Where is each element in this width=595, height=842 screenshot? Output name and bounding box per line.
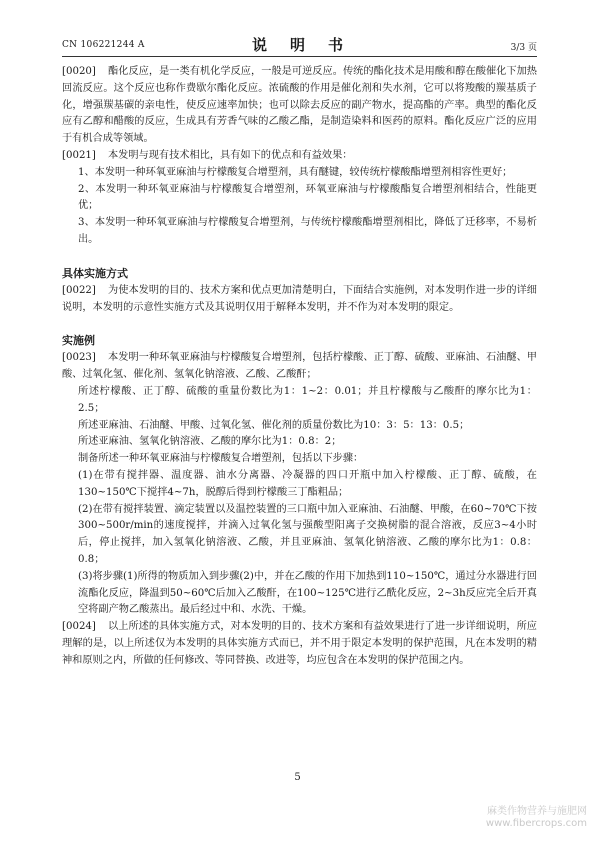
- paragraph-0020: [62, 64, 537, 148]
- section-heading-examples: 实施例: [62, 334, 95, 348]
- page-indicator: 3/3 页: [510, 43, 537, 53]
- ratio-citric-butanol: 所述柠檬酸、正丁醇、硫酸的重量份数比为1：1~2：0.01；并且柠檬酸与乙酸酐的摩尔比为1：2.5；: [78, 385, 537, 414]
- paragraph-number: [0022]: [62, 284, 96, 296]
- advantage-item-2: 2、本发明一种环氧亚麻油与柠檬酸复合增塑剂，环氧亚麻油与柠檬酸酯复合增塑剂相结合，性能更优；: [78, 183, 537, 212]
- advantage-item-1: 1、本发明一种环氧亚麻油与柠檬酸复合增塑剂，具有醚键，较传统柠檬酸酯增塑剂相容性更好；: [78, 166, 513, 178]
- document-body: [62, 64, 537, 670]
- paragraph-text: 本发明一种环氧亚麻油与柠檬酸复合增塑剂，包括柠檬酸、正丁醇、硫酸、亚麻油、石油醚、甲酸、过氧化氢、催化剂、氢氧化钠溶液、乙酸、乙酸酐；: [62, 352, 537, 381]
- paragraph-text: 以上所述的具体实施方式，对本发明的目的、技术方案和有益效果进行了进一步详细说明，所应理解的是，以上所述仅为本发明的具体实施方式而已，并不用于限定本发明的保护范围，凡在本发明的精神和原则之内，所做的任何修改、等同替换、改进等，均应包含在本发明的保护范围之内。: [62, 621, 537, 666]
- step-3: (3)将步骤(1)所得的物质加入到步骤(2)中，并在乙酸的作用下加热到110~150℃，通过分水器进行回流酯化反应，降温到50~60℃后加入乙酸酐，在100~125℃进行乙酰化反应，2~3h反应完全后开真空将副产物乙酸蒸出。最后经过中和、水洗、干燥。: [78, 570, 537, 616]
- paragraph-text: 为使本发明的目的、技术方案和优点更加清楚明白，下面结合实施例，对本发明作进一步的详细说明，本发明的示意性实施方式及其说明仅用于解释本发明，并不作为对本发明的限定。: [62, 284, 537, 313]
- preparation-intro: 制备所述一种环氧亚麻油与柠檬酸复合增塑剂，包括以下步骤：: [78, 453, 364, 465]
- watermark-line-1: 麻类作物营养与施肥网: [487, 806, 587, 817]
- paragraph-text: 酯化反应，是一类有机化学反应，一般是可逆反应。传统的酯化技术是用酸和醇在酸催化下加热回流反应。这个反应也称作费歇尔酯化反应。浓硫酸的作用是催化剂和失水剂，它可以将羧酸的羰基质子化，增强羰基碳的亲电性，使反应速率加快；也可以除去反应的副产物水，提高酯的产率。典型的酯化反应有乙醇和醋酸的反应，生成具有芳香气味的乙酸乙酯，是制造染料和医药的原料。酯化反应广泛的应用于有机合成等领域。: [62, 66, 537, 145]
- site-watermark: [486, 806, 587, 830]
- ratio-linseed-ether: 所述亚麻油、石油醚、甲酸、过氧化氢、催化剂的质量份数比为10：3：5：13：0.5；: [78, 419, 470, 431]
- paragraph-0021: [62, 148, 537, 165]
- section-heading-embodiments: 具体实施方式: [62, 266, 128, 280]
- paragraph-0024: [62, 619, 537, 669]
- paragraph-text: 本发明与现有技术相比，具有如下的优点和有益效果：: [108, 149, 353, 161]
- paragraph-0023: [62, 350, 537, 384]
- page-header: [62, 34, 537, 57]
- document-title: 说 明 书: [251, 36, 347, 54]
- watermark-line-2: www.fibercrops.com: [485, 818, 587, 829]
- ratio-linseed-naoh: 所述亚麻油、氢氧化钠溶液、乙酸的摩尔比为1：0.8：2；: [78, 436, 342, 448]
- advantage-item-3: 3、本发明一种环氧亚麻油与柠檬酸复合增塑剂，与传统柠檬酸酯增塑剂相比，降低了迁移率，不易析出。: [78, 217, 537, 245]
- page-number: 5: [294, 772, 301, 783]
- paragraph-0022: [62, 283, 537, 317]
- step-1: (1)在带有搅拌器、温度器、油水分离器、冷凝器的四口开瓶中加入柠檬酸、正丁醇、硫酸，在130~150℃下搅拌4~7h，脱醇后得到柠檬酸三丁酯粗品；: [78, 469, 537, 498]
- paragraph-number: [0023]: [62, 352, 96, 364]
- paragraph-number: [0020]: [62, 66, 96, 77]
- publication-number: CN 106221244 A: [62, 40, 145, 50]
- paragraph-number: [0021]: [62, 149, 96, 161]
- step-2: (2)在带有搅拌装置、滴定装置以及温控装置的三口瓶中加入亚麻油、石油醚、甲酸，在60~70℃下按300~500r/min的速度搅拌，并滴入过氧化氢与强酸型阳离子交换树脂的混合溶液，反应3~4小时后，停止搅拌，加入氢氧化钠溶液、乙酸，并且亚麻油、氢氧化钠溶液、乙酸的摩尔比为1：0.8：0.8；: [78, 503, 537, 565]
- paragraph-number: [0024]: [62, 621, 96, 633]
